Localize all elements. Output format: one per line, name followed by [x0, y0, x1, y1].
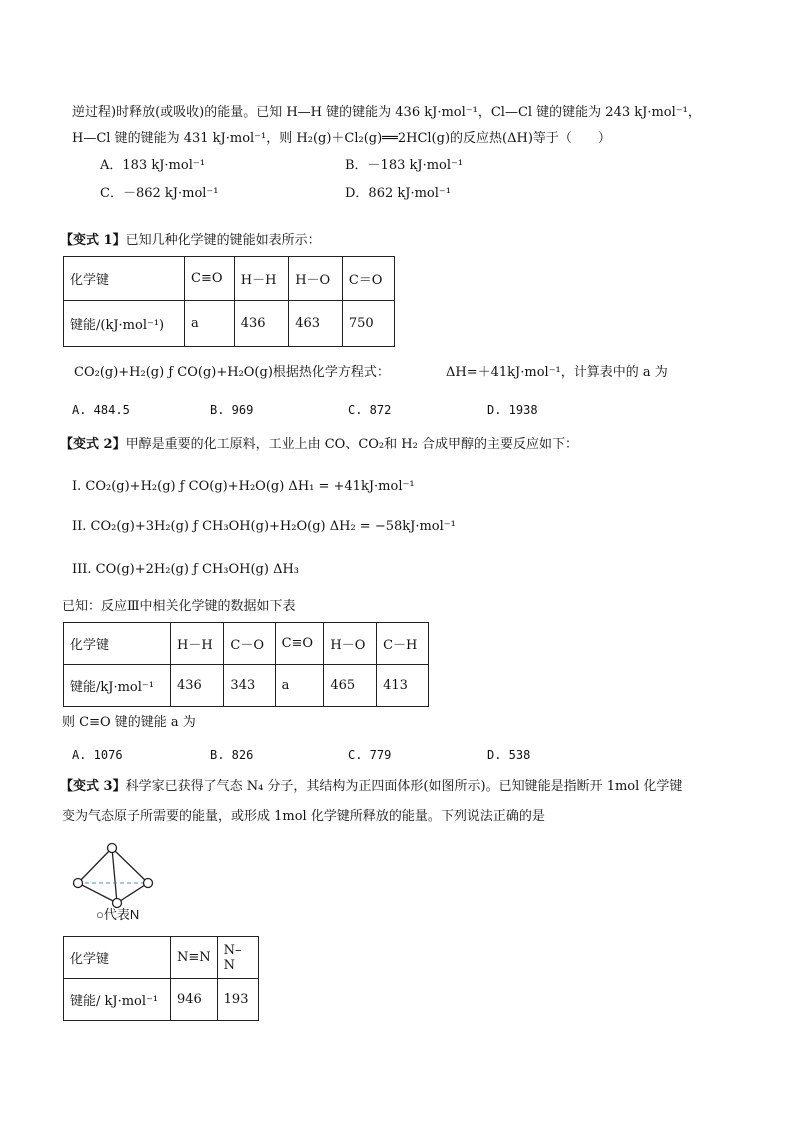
v3-stem2: 变为气态原子所需要的能量，或形成 1mol 化学键所释放的能量。下列说法正确的是 [62, 809, 545, 824]
v1-stem: 已知几种化学键的键能如表所示： [125, 233, 321, 248]
v2-td-0: 键能/kJ·mol⁻¹ [64, 665, 171, 707]
v1-dh: ΔH=＋41kJ·mol⁻¹，计算表中的 a 为 [446, 365, 668, 380]
n4-legend: ○代表N [96, 907, 140, 922]
v1-td-1: a [185, 301, 235, 347]
v1-th-3: H－O [289, 257, 343, 301]
q0-option-a: A．183 kJ·mol⁻¹ [100, 158, 205, 173]
v2-stem: 甲醇是重要的化工原料，工业上由 CO、CO₂和 H₂ 合成甲醇的主要反应如下： [125, 437, 578, 452]
v1-option-d: D. 1938 [487, 403, 538, 417]
v1-th-1: C≡O [185, 257, 235, 301]
n4-bond-edge [117, 883, 148, 903]
v1-tag: 【变式 1】 [60, 233, 126, 248]
v1-option-a: A. 484.5 [72, 403, 130, 417]
v3-bond-table [63, 936, 259, 1021]
n-atom [144, 879, 153, 888]
n-atom [74, 879, 83, 888]
v1-td-4: 750 [342, 301, 394, 347]
v1-equation: CO₂(g)+H₂(g) ƒ CO(g)+H₂O(g) [74, 365, 273, 380]
n4-tetrahedron-diagram [66, 836, 166, 916]
v3-th-0: 化学键 [64, 937, 171, 979]
v2-th-1: H－H [171, 623, 224, 665]
v2-td-3: a [275, 665, 324, 707]
v2-option-a: A. 1076 [72, 748, 123, 762]
v1-td-2: 436 [234, 301, 288, 347]
v2-ask: 则 C≡O 键的键能 a 为 [62, 715, 196, 730]
n4-bond-edge [78, 848, 112, 883]
n4-bond-edge [112, 848, 117, 903]
v2-th-4: H－O [324, 623, 377, 665]
v2-td-4: 465 [324, 665, 377, 707]
v2-option-c: C. 779 [348, 748, 392, 762]
v3-th-2: N–N [217, 937, 258, 979]
v2-th-2: C－O [224, 623, 275, 665]
v1-th-2: H－H [234, 257, 288, 301]
v2-tag: 【变式 2】 [60, 437, 126, 452]
v3-tag: 【变式 3】 [60, 779, 126, 794]
v3-stem1: 科学家已获得了气态 N₄ 分子，其结构为正四面体形(如图所示)。已知键能是指断开 1mol 化学键 [125, 779, 683, 794]
q0-line2: H—Cl 键的键能为 431 kJ·mol⁻¹，则 H₂(g)＋Cl₂(g)══2HCl(g)的反应热(ΔH)等于（ ） [72, 131, 611, 146]
q0-option-c: C．－862 kJ·mol⁻¹ [100, 186, 219, 201]
v2-known: 已知：反应Ⅲ中相关化学键的数据如下表 [62, 599, 296, 614]
v1-equation-line [74, 364, 390, 382]
v1-td-0: 键能/(kJ·mol⁻¹) [64, 301, 185, 347]
v2-td-1: 436 [171, 665, 224, 707]
q0-option-d: D．862 kJ·mol⁻¹ [345, 186, 451, 201]
v1-equation-tail: 根据热化学方程式： [272, 365, 390, 380]
v3-header [60, 778, 682, 796]
v2-reaction-2: II. CO₂(g)+3H₂(g) ƒ CH₃OH(g)+H₂O(g) ΔH₂ = −58kJ·mol⁻¹ [72, 519, 456, 534]
v2-reaction-1: I. CO₂(g)+H₂(g) ƒ CO(g)+H₂O(g) ΔH₁ = +41kJ·mol⁻¹ [72, 479, 415, 494]
v2-th-0: 化学键 [64, 623, 171, 665]
v1-bond-table [63, 256, 395, 347]
v1-td-3: 463 [289, 301, 343, 347]
v2-header [60, 436, 578, 454]
q0-option-b: B．－183 kJ·mol⁻¹ [345, 158, 464, 173]
v2-bond-table [63, 622, 429, 707]
q0-line1: 逆过程)时释放(或吸收)的能量。已知 H—H 键的键能为 436 kJ·mol⁻¹，Cl—Cl 键的键能为 243 kJ·mol⁻¹， [72, 105, 701, 120]
v1-header [60, 232, 321, 250]
v3-th-1: N≡N [171, 937, 218, 979]
v2-th-3: C≡O [275, 623, 324, 665]
v2-reaction-3: III. CO(g)+2H₂(g) ƒ CH₃OH(g) ΔH₃ [72, 562, 300, 577]
v1-option-b: B. 969 [210, 403, 254, 417]
n4-bond-edge [112, 848, 148, 883]
v3-td-0: 键能/ kJ·mol⁻¹ [64, 979, 171, 1021]
v2-th-5: C－H [377, 623, 429, 665]
v3-td-1: 946 [171, 979, 218, 1021]
v2-td-2: 343 [224, 665, 275, 707]
v2-option-b: B. 826 [210, 748, 254, 762]
v1-th-4: C＝O [342, 257, 394, 301]
v2-td-5: 413 [377, 665, 429, 707]
v1-th-0: 化学键 [64, 257, 185, 301]
v1-option-c: C. 872 [348, 403, 392, 417]
n-atom [108, 844, 117, 853]
n4-bond-edge [78, 883, 117, 903]
v3-td-2: 193 [217, 979, 258, 1021]
v2-option-d: D. 538 [487, 748, 531, 762]
